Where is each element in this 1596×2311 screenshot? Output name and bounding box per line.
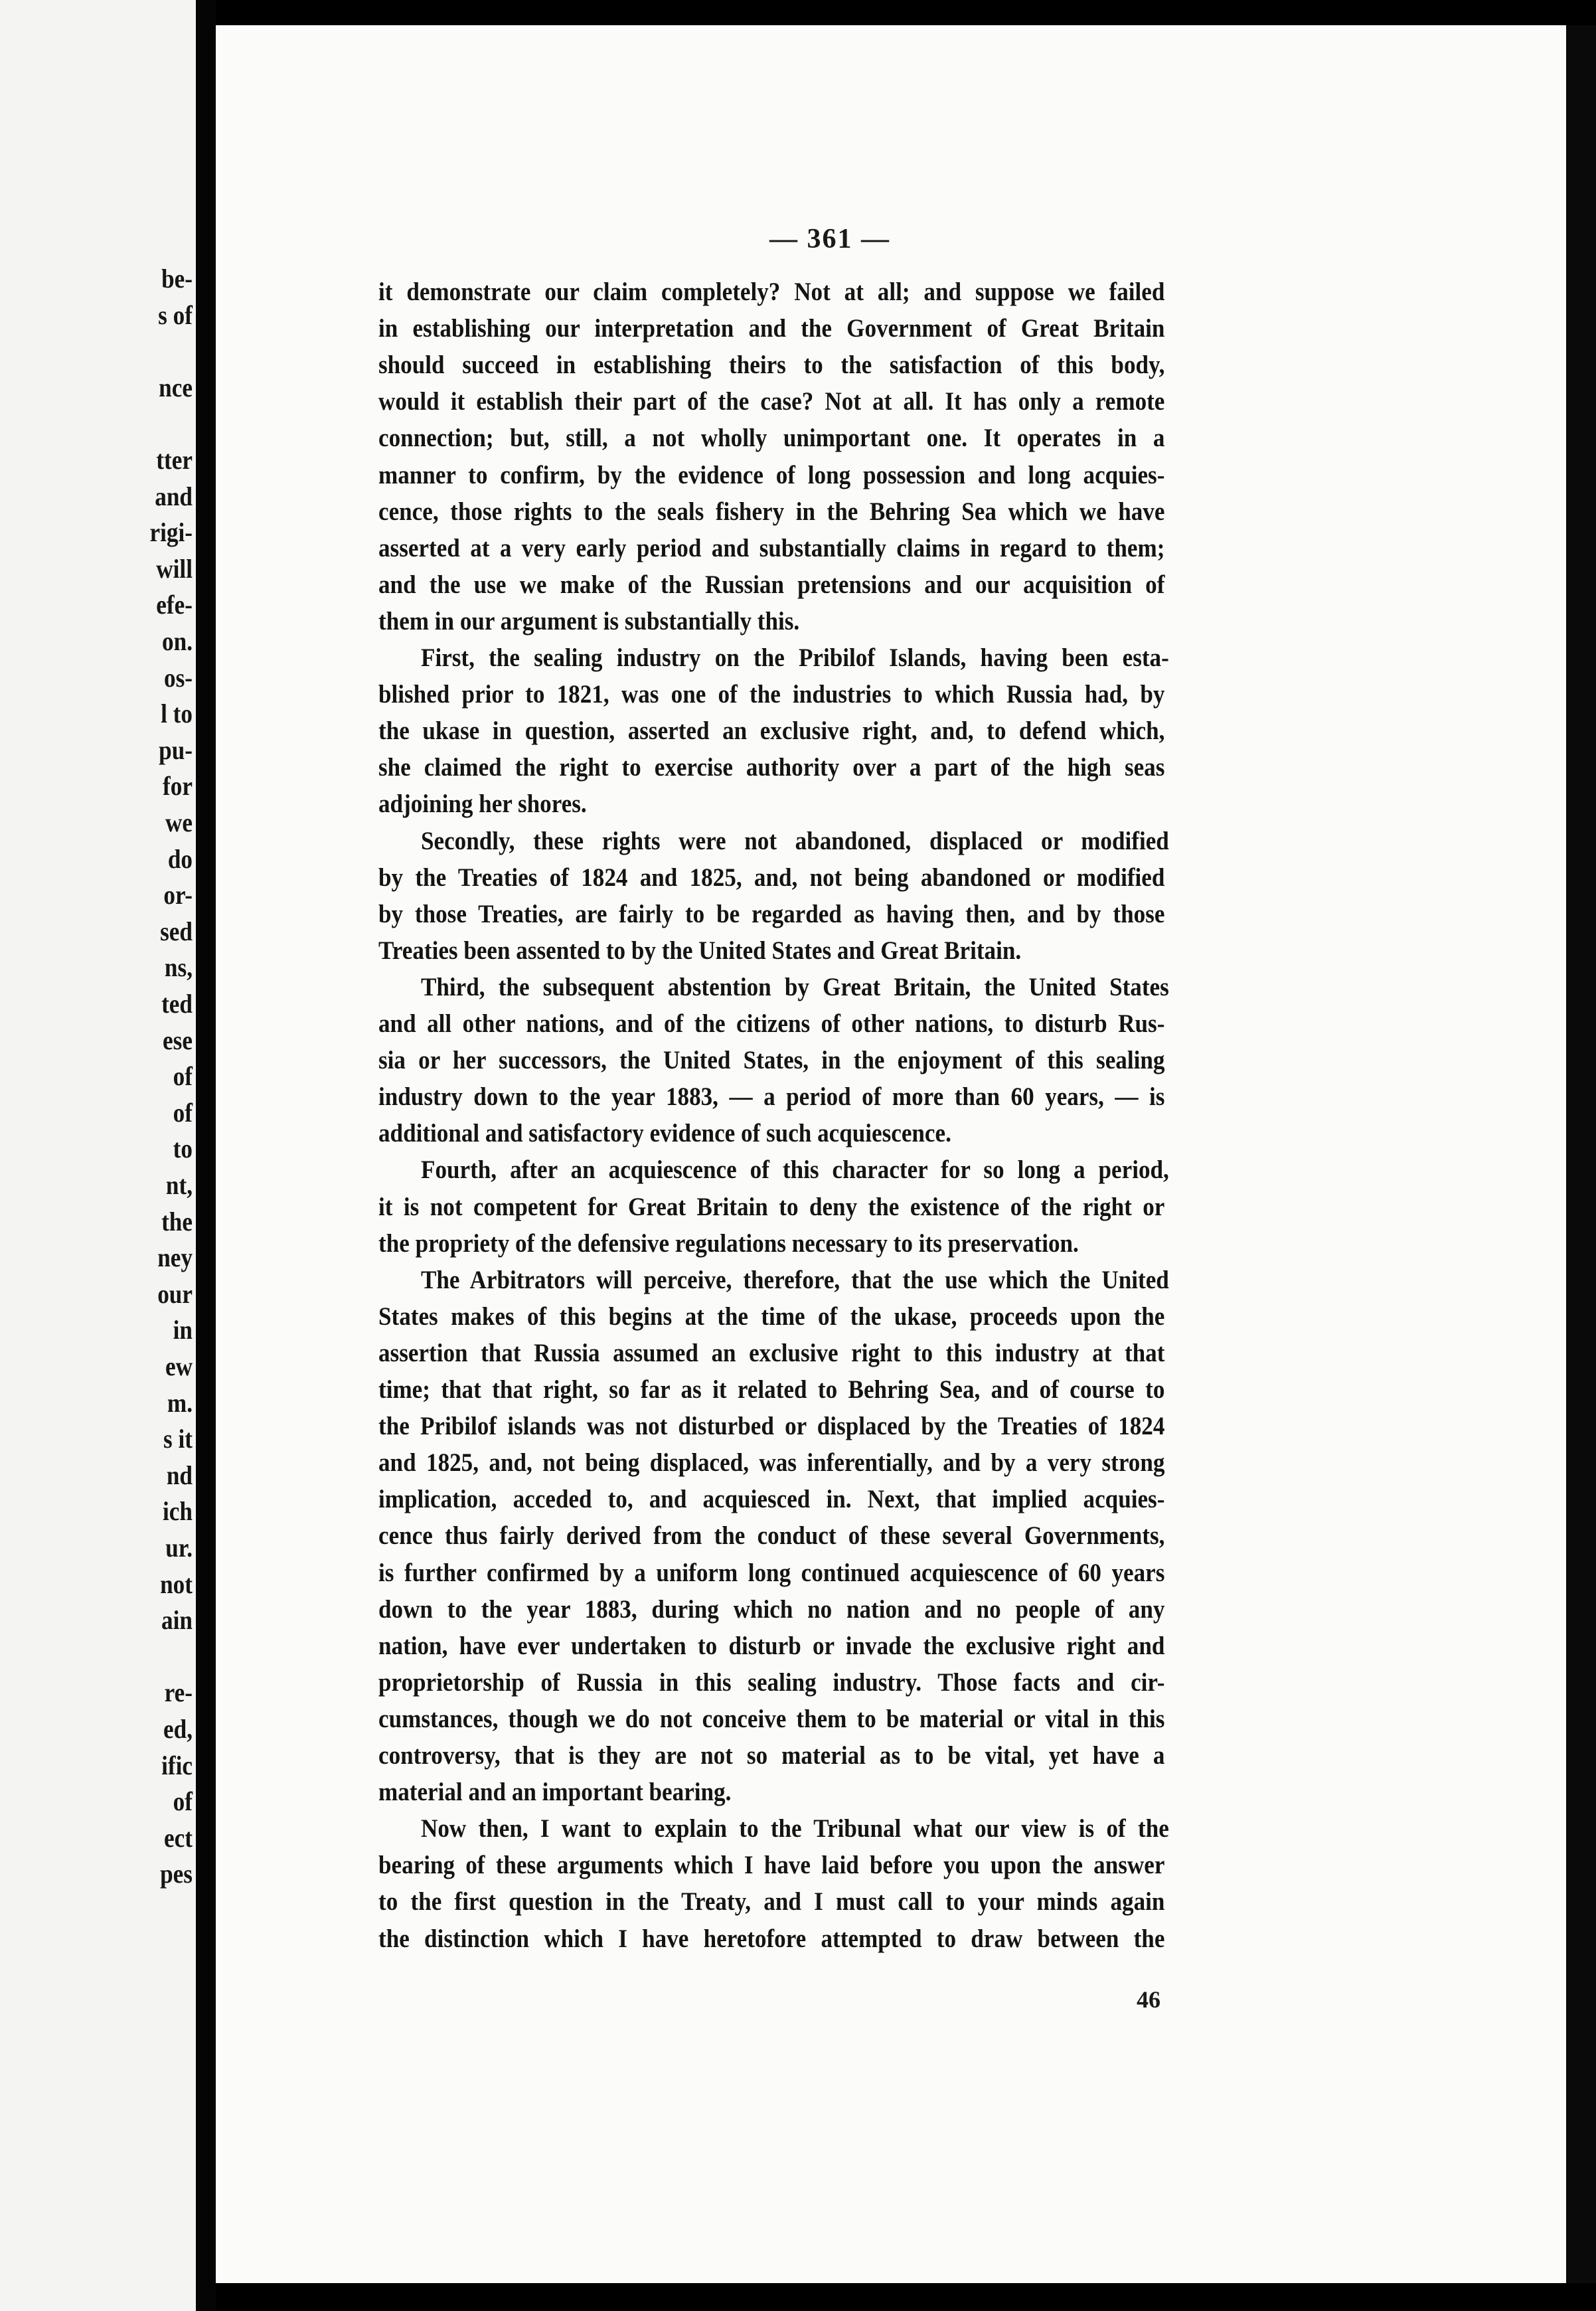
left-page-text-fragment: m. (167, 1387, 193, 1418)
text-line: Fourth, after an acquiescence of this character for so long a period, (421, 1156, 1169, 1185)
text-line: it is not competent for Great Britain to deny the existence of the right or (378, 1192, 1165, 1221)
left-page-text-fragment: rigi- (149, 517, 193, 548)
text-line: cence, those rights to the seals fishery in the Behring Sea which we have (378, 497, 1165, 526)
text-line: Treaties been assented to by the United States and Great Britain. (378, 936, 1022, 965)
text-line: implication, acceded to, and acquiesced in. Next, that implied acquies- (378, 1485, 1165, 1514)
text-line: manner to confirm, by the evidence of long possession and long acquies- (378, 460, 1165, 489)
text-line: by those Treaties, are fairly to be regarded as having then, and by those (378, 899, 1165, 928)
left-page-text-fragment: s of (158, 300, 193, 330)
text-line: First, the sealing industry on the Pribilof Islands, having been esta- (421, 643, 1169, 672)
text-line: to the first question in the Treaty, and I must call to your minds again (378, 1887, 1165, 1917)
left-page-text-fragment: ew (165, 1351, 193, 1381)
left-page-text-fragment: ich (163, 1496, 193, 1527)
text-line: sia or her successors, the United States, in the enjoyment of this sealing (378, 1046, 1165, 1075)
left-page-text-fragment: nce (159, 372, 193, 402)
book-gutter (196, 0, 216, 2311)
text-line: asserted at a very early period and substantially claims in regard to them; (378, 533, 1165, 562)
text-line: and all other nations, and of the citizens of other nations, to disturb Rus- (378, 1009, 1165, 1038)
text-line: proprietorship of Russia in this sealing industry. Those facts and cir- (378, 1668, 1165, 1697)
left-page-text-fragment: of (173, 1097, 193, 1128)
text-line: material and an important bearing. (378, 1778, 732, 1807)
left-page-text-fragment: ain (161, 1605, 193, 1636)
text-line: time; that that right, so far as it related to Behring Sea, and of course to (378, 1375, 1165, 1404)
left-page-text-fragment: re- (164, 1677, 193, 1708)
text-line: Third, the subsequent abstention by Great Britain, the United States (421, 972, 1169, 1001)
text-line: Now then, I want to explain to the Tribunal what our view is of the (421, 1814, 1169, 1843)
left-page-text-fragment: of (173, 1786, 193, 1817)
text-line: The Arbitrators will perceive, therefore, that the use which the United (421, 1265, 1169, 1294)
left-page-text-fragment: efe- (156, 590, 193, 620)
text-line: cence thus fairly derived from the conduct of these several Governments, (378, 1521, 1165, 1551)
left-page-text-fragment: in (173, 1315, 193, 1345)
text-line: the Pribilof islands was not disturbed or displaced by the Treaties of 1824 (378, 1412, 1165, 1441)
left-page-text-fragment: ed, (163, 1714, 193, 1744)
text-line: Secondly, these rights were not abandoned, displaced or modified (421, 826, 1169, 855)
text-line: it demonstrate our claim completely? Not at all; and suppose we failed (378, 278, 1165, 306)
left-page-text-fragment: sed (160, 916, 193, 946)
text-line: should succeed in establishing theirs to the satisfaction of this body, (378, 351, 1165, 380)
left-page-text-fragment: pes (160, 1859, 193, 1889)
left-page-text-fragment: ur. (165, 1533, 193, 1563)
text-line: them in our argument is substantially this. (378, 606, 800, 636)
text-line: States makes of this begins at the time of the ukase, proceeds upon the (378, 1302, 1165, 1331)
left-page-text-fragment: of (173, 1061, 193, 1092)
left-page-text-fragment: to (173, 1134, 193, 1164)
text-line: blished prior to 1821, was one of the industries to which Russia had, by (378, 680, 1165, 709)
text-line: assertion that Russia assumed an exclusive right to this industry at that (378, 1338, 1165, 1367)
left-page-text-fragment: nt, (165, 1170, 193, 1200)
text-line: down to the year 1883, during which no nation and no people of any (378, 1594, 1165, 1624)
text-line: in establishing our interpretation and the Government of Great Britain (378, 314, 1165, 343)
left-page-text-fragment: tter (156, 445, 193, 475)
text-line: the distinction which I have heretofore attempted to draw between the (378, 1924, 1165, 1953)
page-number: — 361 — (769, 224, 890, 254)
text-line: controversy, that is they are not so material as to be vital, yet have a (378, 1741, 1165, 1770)
text-line: adjoining her shores. (378, 790, 587, 819)
text-line: she claimed the right to exercise authority over a part of the high seas (378, 753, 1165, 782)
left-page-text-fragment: ns, (164, 952, 193, 983)
text-line: additional and satisfactory evidence of such acquiescence. (378, 1119, 951, 1148)
text-line: and 1825, and, not being displaced, was inferentially, and by a very strong (378, 1448, 1165, 1478)
text-line: and the use we make of the Russian pretensions and our acquisition of (378, 570, 1165, 599)
text-line: the propriety of the defensive regulations necessary to its preservation. (378, 1229, 1079, 1258)
left-page-text-fragment: s it (163, 1424, 193, 1454)
left-page-text-fragment: for (163, 771, 193, 802)
left-page-text-fragment: we (165, 808, 193, 837)
left-page-text-fragment: nd (166, 1460, 193, 1490)
left-page-text-fragment: ese (163, 1025, 193, 1055)
left-page-text-fragment: not (160, 1569, 193, 1599)
text-line: bearing of these arguments which I have laid before you upon the answer (378, 1851, 1165, 1880)
left-page-text-fragment: and (155, 481, 193, 511)
text-line: would it establish their part of the case? Not at all. It has only a remote (378, 387, 1165, 416)
text-line: cumstances, though we do not conceive them to be material or vital in this (378, 1704, 1165, 1733)
left-page-text-fragment: be- (161, 264, 193, 294)
text-line: connection; but, still, a not wholly unimportant one. It operates in a (378, 424, 1165, 453)
left-page-text-fragment: os- (163, 662, 193, 693)
left-page-text-fragment: pu- (159, 734, 193, 765)
left-page-text-fragment: will (156, 553, 193, 584)
text-line: by the Treaties of 1824 and 1825, and, not being abandoned or modified (378, 863, 1165, 892)
left-page-text-fragment: or- (163, 880, 193, 910)
left-page-text-fragment: ted (161, 989, 193, 1019)
left-page-text-fragment: do (167, 843, 193, 874)
left-page-text-fragment: the (161, 1206, 193, 1237)
left-page-fragment (0, 0, 196, 2311)
text-line: is further confirmed by a uniform long continued acquiescence of 60 years (378, 1558, 1165, 1587)
left-page-text-fragment: ney (157, 1242, 193, 1273)
page-edge-shadow (1566, 25, 1596, 2283)
left-page-text-fragment: ect (164, 1822, 193, 1853)
text-line: nation, have ever undertaken to disturb or invade the exclusive right and (378, 1631, 1165, 1660)
signature-mark: 46 (1137, 1986, 1160, 2013)
left-page-text-fragment: our (157, 1278, 193, 1309)
left-page-text-fragment: on. (162, 626, 193, 656)
left-page-text-fragment: ific (161, 1750, 193, 1780)
text-line: industry down to the year 1883, — a period of more than 60 years, — is (378, 1082, 1165, 1112)
left-page-text-fragment: l to (161, 699, 193, 729)
text-line: the ukase in question, asserted an exclusive right, and, to defend which, (378, 717, 1165, 746)
